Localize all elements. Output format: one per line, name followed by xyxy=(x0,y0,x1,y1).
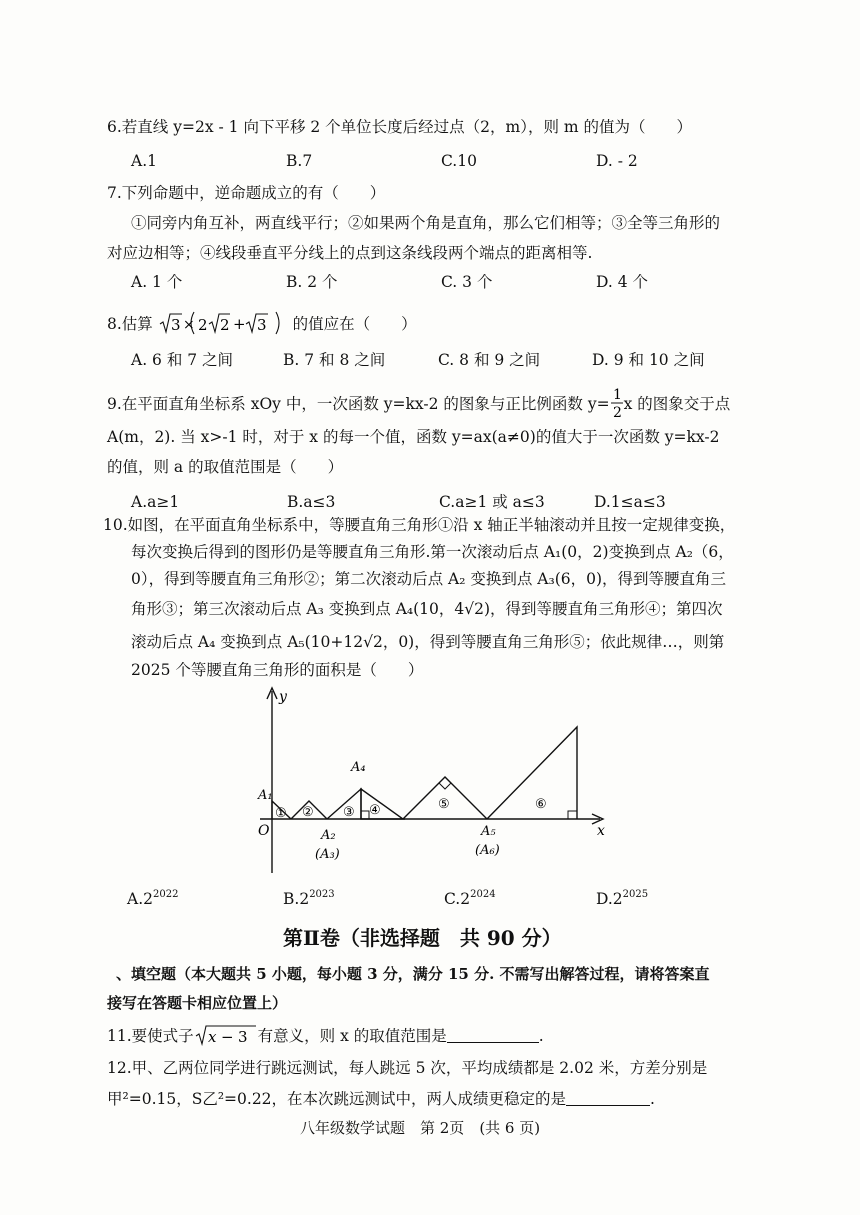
q8-stem-suffix: 的值应在（ ） xyxy=(292,315,417,333)
triangle-2-label: ② xyxy=(302,805,314,820)
q9-line1-b: x 的图象交于点 xyxy=(623,395,731,413)
svg-text:3: 3 xyxy=(170,316,181,334)
q8-option-d: D. 9 和 10 之间 xyxy=(592,351,705,369)
triangle-1-label: ① xyxy=(275,806,287,821)
q10-line3: 0），得到等腰直角三角形②；第二次滚动后点 A₂ 变换到点 A₃(6，0)，得到等腰直角三 xyxy=(131,570,727,588)
sqrt-x-minus-3 xyxy=(194,1023,258,1047)
q9-option-b: B.a≤3 xyxy=(287,493,336,511)
section-title: 第Ⅱ卷（非选择题 共 90 分） xyxy=(283,926,562,950)
q6-option-c: C.10 xyxy=(441,152,477,170)
label-a4: A₄ xyxy=(351,760,366,775)
fill-in-heading-line1: 、填空题（本大题共 5 小题，每小题 3 分，满分 15 分. 不需写出解答过程，请将答案直 xyxy=(116,965,710,983)
q7-option-b: B. 2 个 xyxy=(286,273,338,291)
q8-expression xyxy=(158,310,288,336)
q6-option-a: A.1 xyxy=(131,152,157,170)
q9-option-d: D.1≤a≤3 xyxy=(594,493,666,511)
q11-suffix: 有意义，则 x 的取值范围是 xyxy=(257,1027,447,1045)
q8-stem-prefix: 8.估算 xyxy=(107,315,153,333)
q9-option-a: A.a≥1 xyxy=(131,493,180,511)
svg-text:+: + xyxy=(232,315,246,333)
label-a6: (A₆) xyxy=(475,843,500,858)
q10-option-d: $D.2^{2025}$ xyxy=(596,889,649,908)
q9-line1-a: 9.在平面直角坐标系 xOy 中，一次函数 y=kx-2 的图象与正比例函数 y= xyxy=(107,395,610,413)
q12-line1: 12.甲、乙两位同学进行跳远测试，每人跳远 5 次，平均成绩都是 2.02 米，方差分别是 xyxy=(107,1059,708,1077)
q7-option-c: C. 3 个 xyxy=(441,273,493,291)
q10-line1: 10.如图，在平面直角坐标系中，等腰直角三角形①沿 x 轴正半轴滚动并且按一定规律变换， xyxy=(103,516,736,534)
triangle-6 xyxy=(487,727,577,819)
q10-line5: 滚动后点 A₄ 变换到点 A₅(10+12√2，0)，得到等腰直角三角形⑤；依此规律…，则第 xyxy=(131,633,725,651)
x-axis-label: x xyxy=(597,823,605,839)
q9-option-c: C.a≥1 或 a≤3 xyxy=(439,493,545,511)
q10-option-a: $A.2^{2022}$ xyxy=(127,889,179,908)
q7-option-a: A. 1 个 xyxy=(131,273,183,291)
q9-line2: A(m，2). 当 x>-1 时，对于 x 的每一个值，函数 y=ax(a≠0)的值大于一次函数 y=kx-2 xyxy=(107,428,720,446)
svg-text:3: 3 xyxy=(256,316,267,334)
fraction-one-half xyxy=(610,386,624,420)
label-a5: A₅ xyxy=(481,824,496,839)
svg-text:−: − xyxy=(220,1028,234,1046)
svg-text:2: 2 xyxy=(219,316,230,334)
label-a1: A₁ xyxy=(258,788,273,803)
q11: 11.要使式子 x − 3 有意义，则 x 的取值范围是 . xyxy=(107,1023,544,1047)
q7-body-line2: 对应边相等；④线段垂直平分线上的点到这条线段两个端点的距离相等. xyxy=(107,244,593,262)
svg-text:3: 3 xyxy=(237,1028,248,1046)
q10-option-b: $B.2^{2023}$ xyxy=(283,889,335,908)
q12-line2-a: 甲²=0.15，S乙²=0.22，在本次跳远测试中，两人成绩更稳定的是 xyxy=(107,1090,567,1108)
fill-in-heading-line2: 接写在答题卡相应位置上） xyxy=(107,994,288,1012)
svg-text:2: 2 xyxy=(612,405,622,420)
svg-text:2: 2 xyxy=(197,316,208,334)
triangle-4-label: ④ xyxy=(369,803,381,818)
q9-line1 xyxy=(107,386,730,420)
q6-option-b: B.7 xyxy=(286,152,313,170)
q10-line6: 2025 个等腰直角三角形的面积是（ ） xyxy=(131,661,424,679)
q12-answer-blank[interactable] xyxy=(566,1091,650,1106)
page-footer: 八年级数学试题 第 2页 (共 6 页) xyxy=(300,1119,541,1137)
q6-option-d: D. - 2 xyxy=(596,152,638,170)
svg-text:1: 1 xyxy=(612,387,622,403)
label-a3: (A₃) xyxy=(315,847,340,862)
origin-label: O xyxy=(258,823,270,839)
q8-option-a: A. 6 和 7 之间 xyxy=(131,351,234,369)
q12-line2: 甲²=0.15，S乙²=0.22，在本次跳远测试中，两人成绩更稳定的是 . xyxy=(107,1090,655,1108)
triangle-6-label: ⑥ xyxy=(535,797,547,812)
q8-stem xyxy=(107,310,417,336)
q10-option-c: $C.2^{2024}$ xyxy=(444,889,496,908)
q8-option-b: B. 7 和 8 之间 xyxy=(283,351,386,369)
svg-text:×: × xyxy=(182,317,195,333)
q9-line3: 的值，则 a 的取值范围是（ ） xyxy=(107,458,344,476)
triangle-3-label: ③ xyxy=(343,805,355,820)
q6-stem: 6.若直线 y=2x - 1 向下平移 2 个单位长度后经过点（2，m），则 m 的值为（ ） xyxy=(107,118,693,136)
q10-line4: 角形③；第三次滚动后点 A₃ 变换到点 A₄(10，4√2)，得到等腰直角三角形④；第四次 xyxy=(131,600,723,618)
q11-prefix: 11.要使式子 xyxy=(107,1027,194,1045)
q8-option-c: C. 8 和 9 之间 xyxy=(438,351,541,369)
q7-body-line1: ①同旁内角互补，两直线平行；②如果两个角是直角，那么它们相等；③全等三角形的 xyxy=(131,214,721,232)
svg-text:x: x xyxy=(207,1028,217,1046)
q7-option-d: D. 4 个 xyxy=(596,273,649,291)
triangle-5-label: ⑤ xyxy=(438,797,450,812)
q7-stem: 7.下列命题中，逆命题成立的有（ ） xyxy=(107,184,386,202)
label-a2: A₂ xyxy=(321,828,336,843)
q10-figure xyxy=(255,683,615,883)
q11-answer-blank[interactable] xyxy=(447,1028,539,1043)
y-axis-label: y xyxy=(279,689,287,705)
q10-line2: 每次变换后得到的图形仍是等腰直角三角形.第一次滚动后点 A₁(0，2)变换到点 A₂（6， xyxy=(131,543,734,561)
triangle-4 xyxy=(361,789,403,819)
